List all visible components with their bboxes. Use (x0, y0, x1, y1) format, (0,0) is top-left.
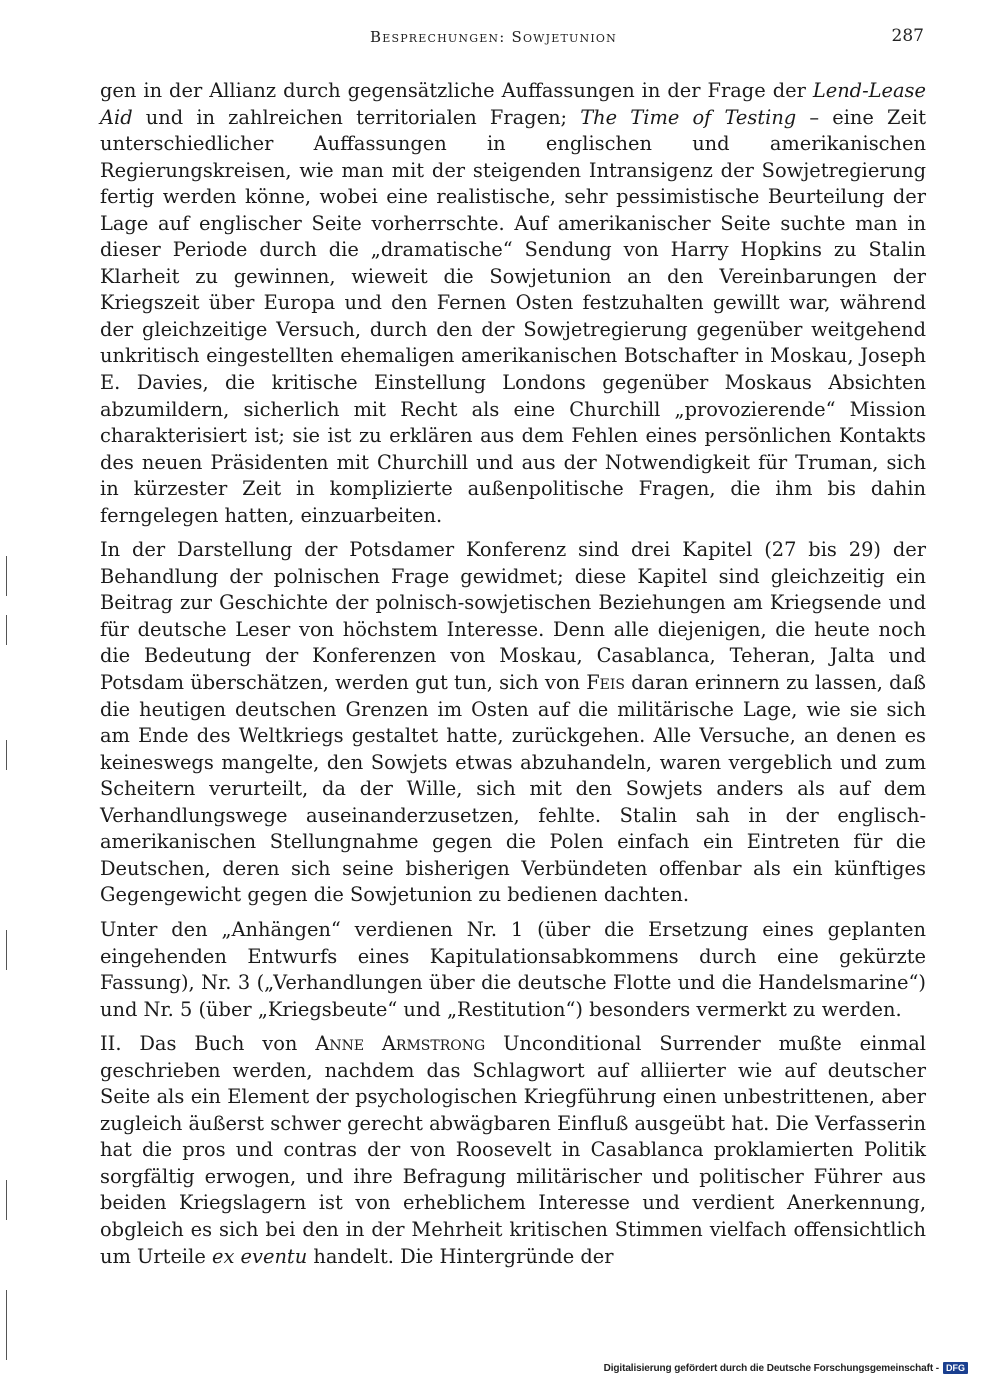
page-header (100, 26, 926, 56)
page-number: 287 (891, 26, 924, 46)
italic-title: The Time of Testing (580, 105, 797, 129)
text-run: Unconditional Surrender mußte einmal geschrieben werden, nachdem das Schlagwort auf alliierter wie auf deutscher Seite als ein Element der psychologischen Kriegführung einen unbestrittenen, aber zugleich äußerst schwer gerecht abwägbaren Einfluß ausgeübt hat. Die Verfasserin hat die pros und contras der von Roosevelt in Casablanca proklamierten Politik sorgfältig erwogen, und ihre Befragung militärischer und politischer Führer aus beiden Kriegslagern ist von erheblichem Interesse und verdient Anerkennung, obgleich es sich bei den in der Mehrheit kritischen Stimmen vielfach offensichtlich um Urteile (100, 1032, 926, 1268)
text-run: In der Darstellung der Potsdamer Konferenz sind drei Kapitel (27 bis 29) der Behandlung der polnischen Frage gewidmet; diese Kapitel sind gleichzeitig ein Beitrag zur Geschichte der polnisch-sowjetischen Beziehungen am Kriegsende und für deutsche Leser von höchstem Interesse. Denn alle diejenigen, die heute noch die Bedeutung der Konferenzen von Moskau, Casablanca, Teheran, Jalta und Potsdam überschätzen, werden gut tun, sich von (100, 538, 926, 695)
italic-title: Lend-Lease Aid (100, 79, 926, 129)
text-run: – eine Zeit unterschiedlicher Auffassungen in englischen und amerikanischen Regierungskreisen, wie man mit der steigenden Intransigenz der Sowjetregierung fertig werden könne, wobei eine realistische, sehr pessimistische Beurteilung der Lage auf englischer Seite vorherrschte. Auf amerikanischer Seite suchte man in dieser Periode durch die „dramatische“ Sendung von Harry Hopkins zu Stalin Klarheit zu gewinnen, wieweit die Sowjetunion an den Vereinbarungen der Kriegszeit über Europa und den Fernen Osten festzuhalten gewillt war, während der gleichzeitige Versuch, durch den der Sowjetregierung gegenüber weitgehend unkritisch eingestellten ehemaligen amerikanischen Botschafter in Moskau, Joseph E. Davies, die kritische Einstellung Londons gegenüber Moskaus Absichten abzumildern, sicherlich mit Recht als eine Churchill „provozierende“ Mission charakterisiert ist; sie ist zu erklären aus dem Fehlen eines persönlichen Kontakts des neuen Präsidenten mit Churchill und aus der Notwendigkeit für Truman, sich in kürzester Zeit in komplizierte außenpolitische Fragen, die ihm bis dahin ferngelegen hatten, einzuarbeiten. (100, 105, 926, 527)
scan-margin-mark (6, 930, 7, 970)
dfg-logo: DFG (943, 1362, 968, 1374)
scan-margin-mark (6, 740, 7, 770)
author-name: Anne Armstrong (315, 1032, 486, 1056)
author-name: Feis (586, 671, 626, 695)
text-run: II. Das Buch von (100, 1032, 316, 1056)
italic-phrase: ex eventu (211, 1244, 308, 1268)
footer-text: Digitalisierung gefördert durch die Deutsche Forschungsgemeinschaft - (603, 1362, 939, 1374)
paragraph (100, 537, 926, 909)
text-run: daran erinnern zu lassen, daß die heutigen deutschen Grenzen im Osten auf die militärische Lage, wie sie sich am Ende des Weltkriegs gestaltet hatte, zurückgehen. Alle Versuche, an denen es keineswegs mangelte, den Sowjets etwas abzuhandeln, waren vergeblich und zum Scheitern verurteilt, da der Wille, sich mit den Sowjets anders als auf dem Verhandlungswege auseinanderzusetzen, fehlte. Stalin sah in der englisch-amerikanischen Stellungnahme gegen die Polen einfach ein Eintreten für die Deutschen, deren sich seine bisherigen Verbündeten offenbar als ein künftiges Gegengewicht gegen die Sowjetunion zu bedienen dachten. (100, 671, 927, 907)
scan-margin-mark (6, 1180, 7, 1220)
paragraph (100, 917, 926, 1023)
paragraph (100, 1031, 926, 1270)
scan-margin-mark (6, 556, 7, 596)
digitization-footer (604, 1361, 968, 1375)
running-title: Besprechungen: Sowjetunion (370, 28, 617, 46)
text-run: und in zahlreichen territorialen Fragen; (132, 105, 581, 129)
text-run: Unter den „Anhängen“ verdienen Nr. 1 (über die Ersetzung eines geplanten eingehenden Entwurfs eines Kapitulationsabkommens durch eine gekürzte Fassung), Nr. 3 („Verhandlungen über die deutsche Flotte und die Handelsmarine“) und Nr. 5 (über „Kriegsbeute“ und „Restitution“) besonders vermerkt zu werden. (100, 917, 926, 1021)
paragraph (100, 78, 926, 529)
article-body (100, 78, 926, 1278)
scan-margin-mark (6, 615, 7, 645)
scan-margin-mark (6, 1290, 7, 1360)
text-run: gen in der Allianz durch gegensätzliche Auffassungen in der Frage der (100, 79, 813, 102)
text-run: handelt. Die Hintergründe der (307, 1244, 614, 1268)
